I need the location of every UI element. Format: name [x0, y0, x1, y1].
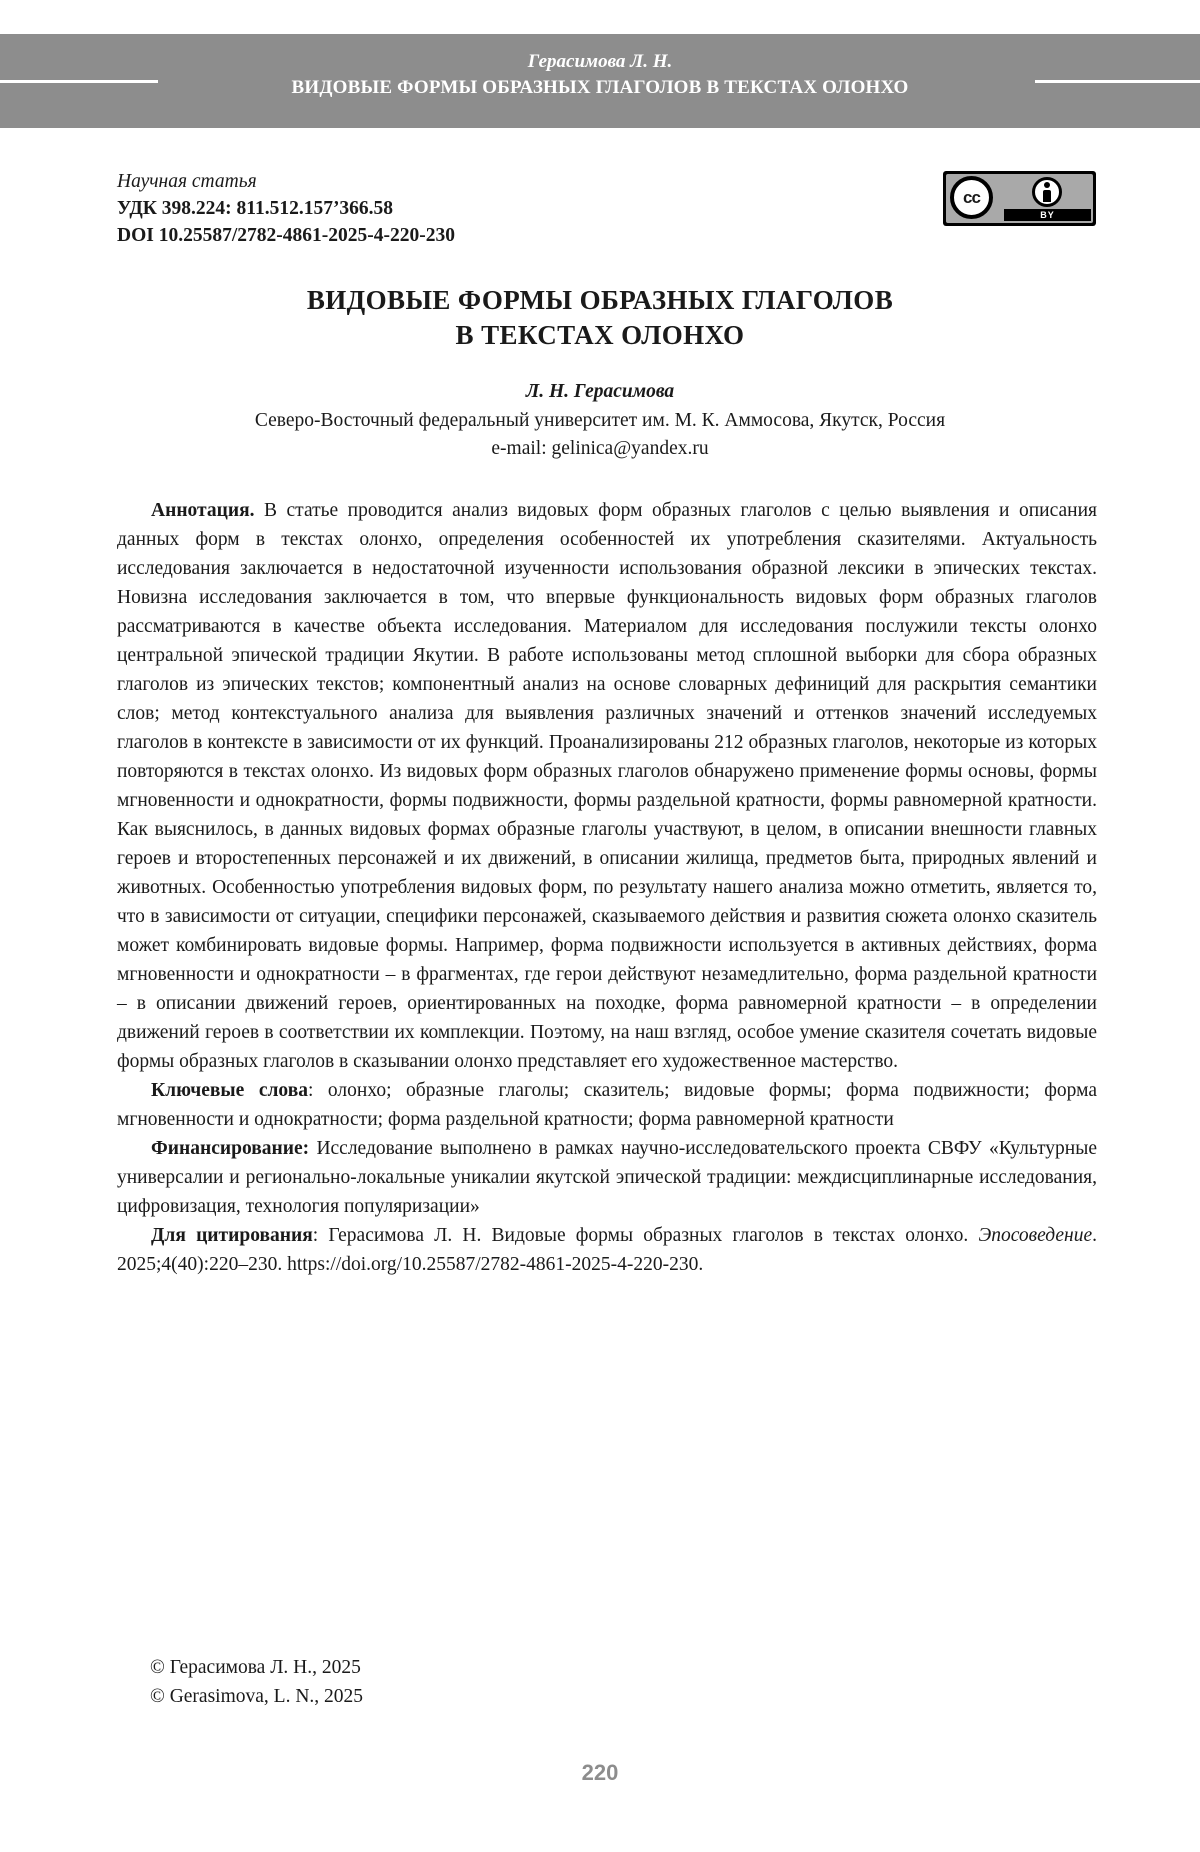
cc-badge-inner [946, 174, 1093, 223]
udk-code: УДК 398.224: 811.512.157’366.58 [117, 198, 394, 219]
attribution-person-icon [1032, 177, 1062, 207]
by-label: BY [1004, 209, 1091, 221]
abstract-paragraph [117, 496, 1097, 1076]
creative-commons-icon: cc [950, 176, 993, 219]
author-email: e-mail: gelinica@yandex.ru [491, 438, 709, 459]
citation-text-after: . 2025;4(40):220–230. https://doi.org/10.25587/2782-4861-2025-4-220-230. [117, 1225, 1098, 1275]
keywords-label: Ключевые слова [151, 1080, 308, 1101]
citation-label: Для цитирования [151, 1225, 313, 1246]
page-number: 220 [581, 1760, 619, 1785]
funding-label: Финансирование: [151, 1138, 310, 1159]
abstract-label: Аннотация. [151, 500, 255, 521]
citation-journal: Эпосоведение [978, 1225, 1093, 1246]
doi: DOI 10.25587/2782-4861-2025-4-220-230 [117, 225, 455, 246]
funding-paragraph [117, 1134, 1097, 1221]
citation-text-before: : Герасимова Л. Н. Видовые формы образных глаголов в текстах олонхо. [312, 1225, 979, 1246]
article-meta [117, 168, 455, 249]
keywords-text: : олонхо; образные глаголы; сказитель; видовые формы; форма подвижности; форма мгновенности и однократности; форма раздельной кратности; форма равномерной кратности [117, 1080, 1097, 1130]
funding-text: Исследование выполнено в рамках научно-исследовательского проекта СВФУ «Культурные универсалии и регионально-локальные уникалии якутской эпической традиции: междисциплинарные исследования, цифровизация, технология популяризации» [117, 1138, 1097, 1217]
author-name: Л. Н. Герасимова [525, 381, 675, 402]
running-header-title: ВИДОВЫЕ ФОРМЫ ОБРАЗНЫХ ГЛАГОЛОВ В ТЕКСТАХ ОЛОНХО [291, 77, 909, 98]
author-affiliation: Северо-Восточный федеральный университет им. М. К. Аммосова, Якутск, Россия [254, 410, 946, 431]
cc-by-license-icon[interactable] [943, 171, 1096, 226]
citation-paragraph [117, 1221, 1097, 1279]
running-header-author: Герасимова Л. Н. [527, 51, 673, 72]
copyright-block [150, 1653, 363, 1711]
copyright-en: © Gerasimova, L. N., 2025 [150, 1686, 364, 1707]
copyright-ru: © Герасимова Л. Н., 2025 [150, 1657, 361, 1678]
article-type: Научная статья [117, 171, 257, 192]
keywords-paragraph [117, 1076, 1097, 1134]
article-title-line-2: В ТЕКСТАХ ОЛОНХО [455, 320, 745, 350]
article-title [0, 283, 1200, 353]
abstract-text: В статье проводится анализ видовых форм образных глаголов с целью выявления и описания данных форм в текстах олонхо, определения особенностей их употребления сказителями. Актуальность исследования заключается в недостаточной изученности использования образной лексики в эпических текстах. Новизна исследования заключается в том, что впервые функциональность видовых форм образных глаголов рассматриваются в качестве объекта исследования. Материалом для исследования послужили тексты олонхо центральной эпической традиции Якутии. В работе использованы метод сплошной выборки для сбора образных глаголов из эпических текстов; компонентный анализ на основе словарных дефиниций для раскрытия семантики слов; метод контекстуального анализа для выявления различных значений и оттенков значений исследуемых глаголов в контексте в зависимости от их функций. Проанализированы 212 образных глаголов, некоторые из которых повторяются в текстах олонхо. Из видовых форм образных глаголов обнаружено применение формы основы, формы мгновенности и однократности, формы подвижности, формы раздельной кратности, формы равномерной кратности. Как выяснилось, в данных видовых формах образные глаголы участвуют, в целом, в описании внешности главных героев и второстепенных персонажей и их движений, в описании жилища, предметов быта, природных явлений и животных. Особенностью употребления видовых форм, по результату нашего анализа можно отметить, является то, что в зависимости от ситуации, специфики персонажей, сказываемого действия и развития сюжета олонхо сказитель может комбинировать видовые формы. Например, форма подвижности используется в активных действиях, форма мгновенности и однократности – в фрагментах, где герои действуют незамедлительно, форма раздельной кратности – в описании движений героев, ориентированных на походке, форма равномерной кратности – в определении движений героев в соответствии их комплекции. Поэтому, на наш взгляд, особое умение сказителя сочетать видовые формы образных глаголов в сказывании олонхо представляет его художественное мастерство. [117, 500, 1097, 1072]
article-title-line-1: ВИДОВЫЕ ФОРМЫ ОБРАЗНЫХ ГЛАГОЛОВ [306, 285, 894, 315]
article-front-matter [117, 496, 1097, 1279]
